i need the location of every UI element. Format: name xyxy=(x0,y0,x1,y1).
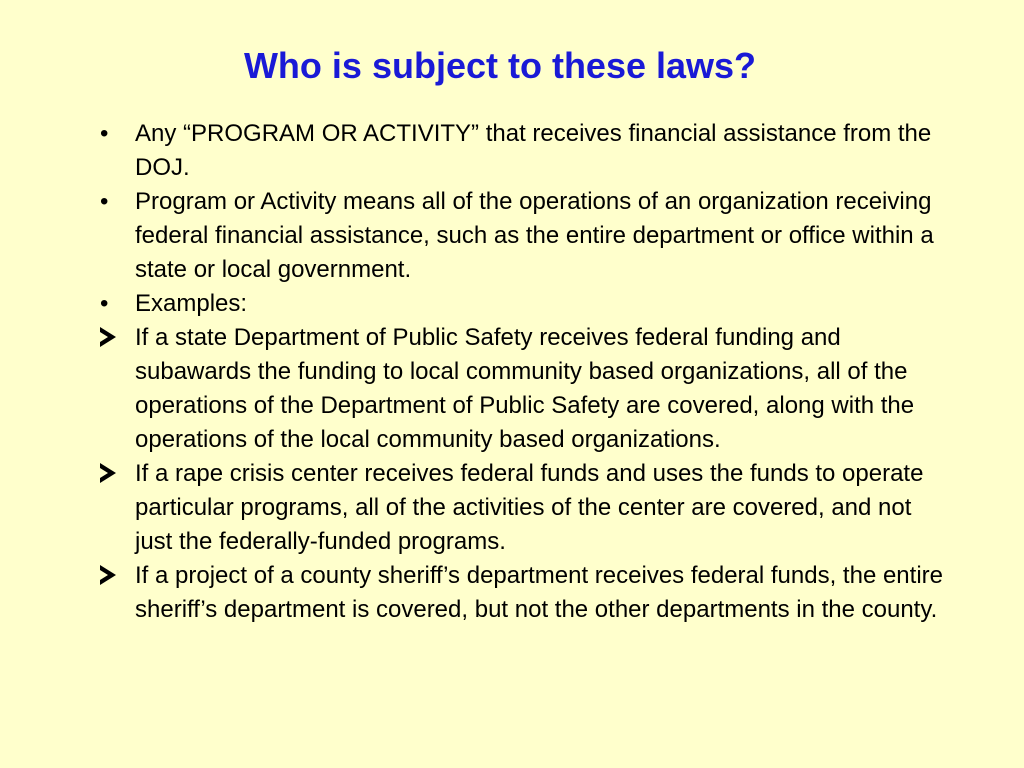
list-item xyxy=(96,457,946,559)
list-item-text: Examples: xyxy=(135,290,248,317)
list-item-text: If a rape crisis center receives federal funds and uses the funds to operate particular programs, all of the activities of the center are covered, and not just the federally-funded programs. xyxy=(135,460,924,555)
list-item xyxy=(96,321,946,457)
bullet-dot-icon: • xyxy=(100,120,109,147)
list-item-text: If a project of a county sheriff’s department receives federal funds, the entire sheriff’s department is covered, but not the other departments in the county. xyxy=(135,562,943,623)
slide-title: Who is subject to these laws? xyxy=(243,45,757,86)
list-item xyxy=(96,559,946,627)
list-item-text: Program or Activity means all of the operations of an organization receiving federal financial assistance, such as the entire department or office within a state or local government. xyxy=(135,188,934,283)
arrow-bullet-icon xyxy=(97,324,121,352)
list-item xyxy=(96,185,946,287)
list-item-text: Any “PROGRAM OR ACTIVITY” that receives financial assistance from the DOJ. xyxy=(135,120,932,181)
bullet-dot-icon: • xyxy=(100,290,109,317)
bullet-dot-icon: • xyxy=(100,188,109,215)
list-item xyxy=(96,117,946,185)
arrow-bullet-icon xyxy=(97,562,121,590)
arrow-bullet-icon xyxy=(97,460,121,488)
bullet-list xyxy=(96,117,946,627)
list-item xyxy=(96,287,946,321)
list-item-text: If a state Department of Public Safety receives federal funding and subawards the funding to local community based organizations, all of the operations of the Department of Public Safety are covered, along with the operations of the local community based organizations. xyxy=(135,324,915,453)
